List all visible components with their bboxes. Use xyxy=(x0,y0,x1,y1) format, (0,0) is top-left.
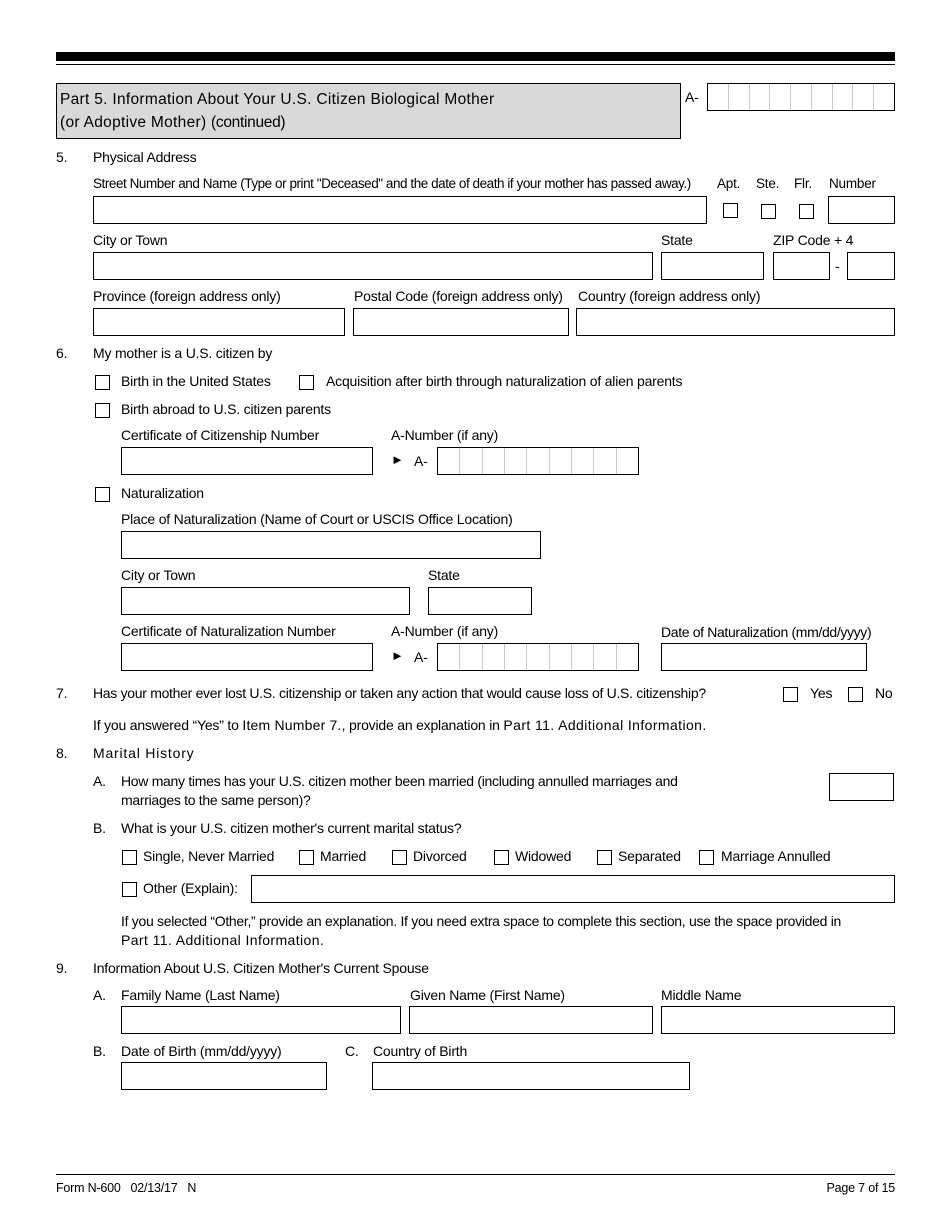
number-label: Number xyxy=(829,176,876,191)
given-name-input[interactable] xyxy=(409,1006,653,1034)
divorced-label: Divorced xyxy=(413,848,467,864)
item7-no-checkbox[interactable] xyxy=(848,687,863,702)
item8b-question: What is your U.S. citizen mother's current marital status? xyxy=(121,820,462,836)
item7-note-a: If you answered “Yes” to xyxy=(93,717,239,733)
birth-us-label: Birth in the United States xyxy=(121,373,271,389)
anumber2-label: A-Number (if any) xyxy=(391,623,499,639)
item7-note-d: Part 11. Additional Information xyxy=(503,717,703,733)
postal-code-label: Postal Code (foreign address only) xyxy=(354,288,563,304)
item8-note-part11: Part 11. Additional Information xyxy=(121,932,320,948)
part-title-line2-text: (or Adoptive Mother) xyxy=(60,114,207,131)
country-birth-input[interactable] xyxy=(372,1062,690,1090)
province-label: Province (foreign address only) xyxy=(93,288,281,304)
anumber-label: A-Number (if any) xyxy=(391,427,499,443)
continued-label: (continued) xyxy=(211,114,286,131)
item7-yes-checkbox[interactable] xyxy=(783,687,798,702)
nat-city-label: City or Town xyxy=(121,567,196,583)
item8a-line2: marriages to the same person)? xyxy=(121,792,311,808)
birth-abroad-checkbox[interactable] xyxy=(95,403,110,418)
apt-label: Apt. xyxy=(717,176,741,191)
item7-no-label: No xyxy=(875,685,893,701)
apt-checkbox[interactable] xyxy=(723,203,738,218)
country-label: Country (foreign address only) xyxy=(578,288,761,304)
zip-label: ZIP Code + 4 xyxy=(773,232,854,248)
arrow2-icon: ► xyxy=(391,648,404,663)
anumber2-input[interactable] xyxy=(437,643,639,671)
zip-plus4-input[interactable] xyxy=(847,252,895,280)
item9b-letter: B. xyxy=(93,1043,106,1059)
cert-citizenship-input[interactable] xyxy=(121,447,373,475)
top-thin-rule xyxy=(56,64,895,65)
province-input[interactable] xyxy=(93,308,345,336)
part-title-line1: Part 5. Information About Your U.S. Citizen Biological Mother xyxy=(60,91,495,108)
anumber-a-prefix: A- xyxy=(414,453,428,469)
dob-label: Date of Birth (mm/dd/yyyy) xyxy=(121,1043,282,1059)
date-naturalization-label: Date of Naturalization (mm/dd/yyyy) xyxy=(661,624,872,640)
item9c-letter: C. xyxy=(345,1043,359,1059)
header-a-prefix: A- xyxy=(685,89,699,105)
item7-note-e: . xyxy=(702,717,707,733)
zip-input[interactable] xyxy=(773,252,830,280)
item7-number: 7. xyxy=(56,685,68,701)
postal-code-input[interactable] xyxy=(353,308,569,336)
footer-form-id: Form N-600 02/13/17 N xyxy=(56,1181,197,1195)
street-label: Street Number and Name (Type or print "Deceased" and the date of death if your mother has passed away.) xyxy=(93,176,691,191)
dob-input[interactable] xyxy=(121,1062,327,1090)
separated-label: Separated xyxy=(618,848,681,864)
item8-number: 8. xyxy=(56,745,68,761)
widowed-label: Widowed xyxy=(515,848,572,864)
header-a-number-input[interactable] xyxy=(707,83,895,111)
nat-state-select[interactable] xyxy=(428,587,532,615)
item7-note-b: Item Number 7. xyxy=(242,717,342,733)
state-select[interactable] xyxy=(661,252,764,280)
family-name-input[interactable] xyxy=(121,1006,401,1034)
given-name-label: Given Name (First Name) xyxy=(410,987,565,1003)
annulled-label: Marriage Annulled xyxy=(721,848,831,864)
city-input[interactable] xyxy=(93,252,653,280)
times-married-input[interactable] xyxy=(829,773,894,801)
separated-checkbox[interactable] xyxy=(597,850,612,865)
item5-title: Physical Address xyxy=(93,149,197,165)
footer-rule xyxy=(56,1174,895,1175)
anumber2-a-prefix: A- xyxy=(414,649,428,665)
divorced-checkbox[interactable] xyxy=(392,850,407,865)
other-explain-input[interactable] xyxy=(251,875,895,903)
acquisition-label: Acquisition after birth through naturalization of alien parents xyxy=(326,373,683,389)
item8-note-line1: If you selected “Other,” provide an explanation. If you need extra space to complete this section, use the space provided in xyxy=(121,913,842,929)
arrow-icon: ► xyxy=(391,452,404,467)
cert-naturalization-input[interactable] xyxy=(121,643,373,671)
item5-number: 5. xyxy=(56,149,68,165)
footer-page-number: Page 7 of 15 xyxy=(826,1181,895,1195)
nat-state-label: State xyxy=(428,567,460,583)
part-title-line2 xyxy=(60,114,285,132)
item7-yes-label: Yes xyxy=(810,685,833,701)
item6-title: My mother is a U.S. citizen by xyxy=(93,345,273,361)
top-thick-rule xyxy=(56,52,895,61)
naturalization-label: Naturalization xyxy=(121,485,204,501)
widowed-checkbox[interactable] xyxy=(494,850,509,865)
birth-us-checkbox[interactable] xyxy=(95,375,110,390)
ste-checkbox[interactable] xyxy=(761,204,776,219)
flr-checkbox[interactable] xyxy=(799,204,814,219)
item8a-line1: How many times has your U.S. citizen mother been married (including annulled marriages and xyxy=(121,773,678,789)
country-birth-label: Country of Birth xyxy=(373,1043,468,1059)
item6-number: 6. xyxy=(56,345,68,361)
street-input[interactable] xyxy=(93,196,707,224)
item9-title: Information About U.S. Citizen Mother's Current Spouse xyxy=(93,960,429,976)
other-checkbox[interactable] xyxy=(122,882,137,897)
item8-note-end: . xyxy=(319,932,324,948)
annulled-checkbox[interactable] xyxy=(699,850,714,865)
apt-number-input[interactable] xyxy=(828,196,895,224)
item8b-letter: B. xyxy=(93,820,106,836)
middle-name-input[interactable] xyxy=(661,1006,895,1034)
single-checkbox[interactable] xyxy=(122,850,137,865)
item7-note-c: , provide an explanation in xyxy=(341,717,500,733)
flr-label: Flr. xyxy=(794,176,812,191)
item8-note-line2 xyxy=(121,932,324,948)
item7-note xyxy=(93,717,706,733)
state-label: State xyxy=(661,232,693,248)
city-label: City or Town xyxy=(93,232,168,248)
married-checkbox[interactable] xyxy=(299,850,314,865)
date-naturalization-input[interactable] xyxy=(661,643,867,671)
part-5-header xyxy=(56,83,681,139)
married-label: Married xyxy=(320,848,367,864)
item9-number: 9. xyxy=(56,960,68,976)
zip-dash: - xyxy=(835,258,840,274)
naturalization-checkbox[interactable] xyxy=(95,487,110,502)
ste-label: Ste. xyxy=(756,176,780,191)
birth-abroad-label: Birth abroad to U.S. citizen parents xyxy=(121,401,331,417)
family-name-label: Family Name (Last Name) xyxy=(121,987,280,1003)
middle-name-label: Middle Name xyxy=(661,987,742,1003)
item7-question: Has your mother ever lost U.S. citizenship or taken any action that would cause loss of U.S. citizenship? xyxy=(93,685,706,701)
place-naturalization-label: Place of Naturalization (Name of Court or USCIS Office Location) xyxy=(121,511,513,527)
acquisition-checkbox[interactable] xyxy=(299,375,314,390)
cert-naturalization-label: Certificate of Naturalization Number xyxy=(121,623,336,639)
item9a-letter: A. xyxy=(93,987,106,1003)
single-label: Single, Never Married xyxy=(143,848,275,864)
place-naturalization-input[interactable] xyxy=(121,531,541,559)
item8-title: Marital History xyxy=(93,745,195,761)
item8a-letter: A. xyxy=(93,773,106,789)
nat-city-input[interactable] xyxy=(121,587,410,615)
other-label: Other (Explain): xyxy=(143,880,238,896)
anumber-input[interactable] xyxy=(437,447,639,475)
cert-citizenship-label: Certificate of Citizenship Number xyxy=(121,427,320,443)
country-input[interactable] xyxy=(576,308,895,336)
